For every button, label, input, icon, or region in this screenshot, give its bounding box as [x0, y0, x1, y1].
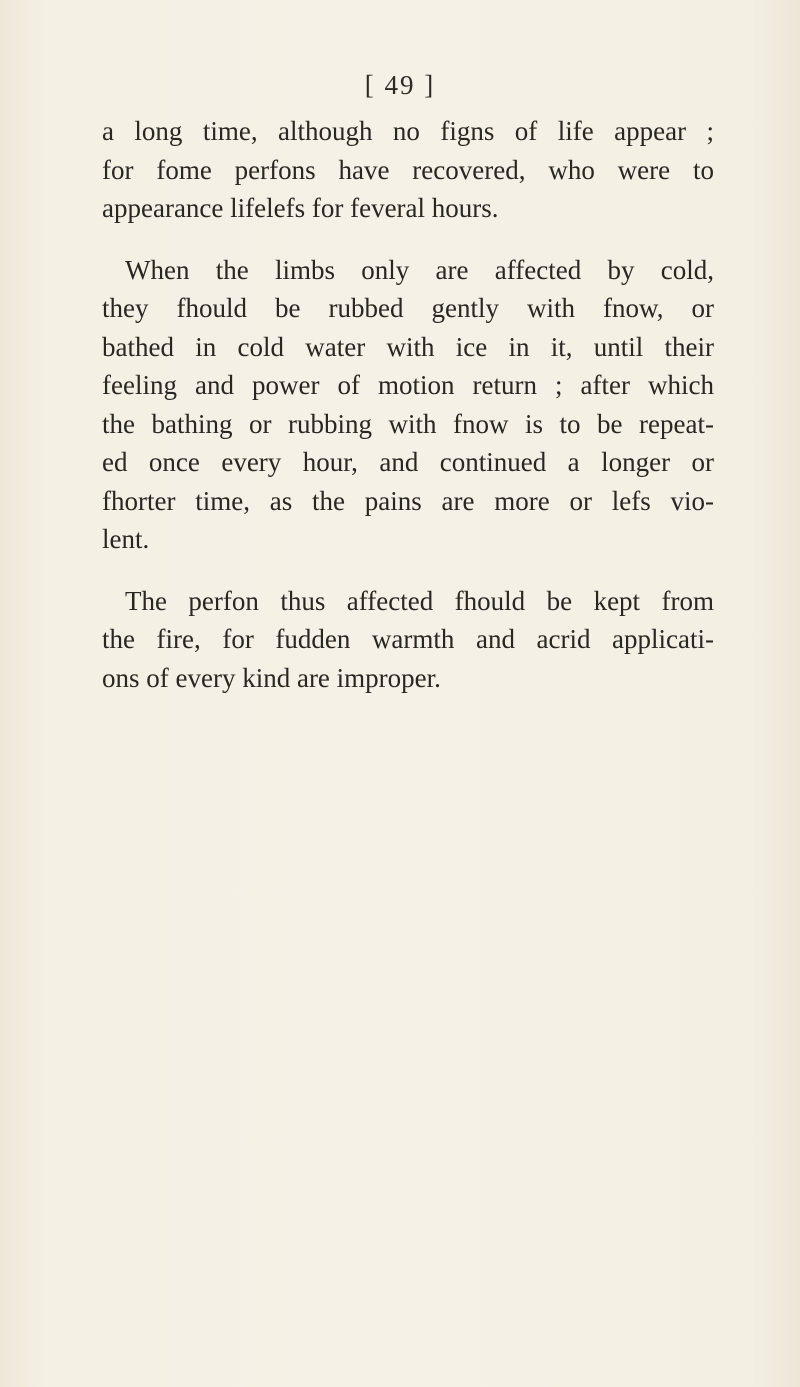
- text-line: they fhould be rubbed gently with fnow, or: [102, 293, 714, 323]
- text-line: lent.: [102, 524, 150, 554]
- paragraph-3: [102, 582, 714, 698]
- text-line: the fire, for fudden warmth and acrid applicati-: [102, 624, 714, 654]
- text-line: the bathing or rubbing with fnow is to be repeat-: [102, 408, 714, 439]
- text-line: bathed in cold water with ice in it, until their: [102, 331, 714, 362]
- text-line: ons of every kind are improper.: [102, 662, 441, 693]
- text-line: When the limbs only are affected by cold,: [125, 254, 714, 285]
- text-line: fhorter time, as the pains are more or lefs vio-: [102, 485, 714, 516]
- paragraph-1: [102, 112, 714, 228]
- text-line: a long time, although no figns of life appear ;: [102, 116, 714, 146]
- text-line: for fome perfons have recovered, who were to: [102, 154, 714, 185]
- page-number: [ 49 ]: [364, 70, 436, 100]
- body-text: [102, 112, 714, 697]
- text-line: feeling and power of motion return ; after which: [102, 370, 714, 400]
- paragraph-2: [102, 251, 714, 559]
- text-line: The perfon thus affected fhould be kept from: [125, 585, 714, 616]
- text-line: appearance lifelefs for feveral hours.: [102, 193, 499, 223]
- text-line: ed once every hour, and continued a longer or: [102, 447, 714, 477]
